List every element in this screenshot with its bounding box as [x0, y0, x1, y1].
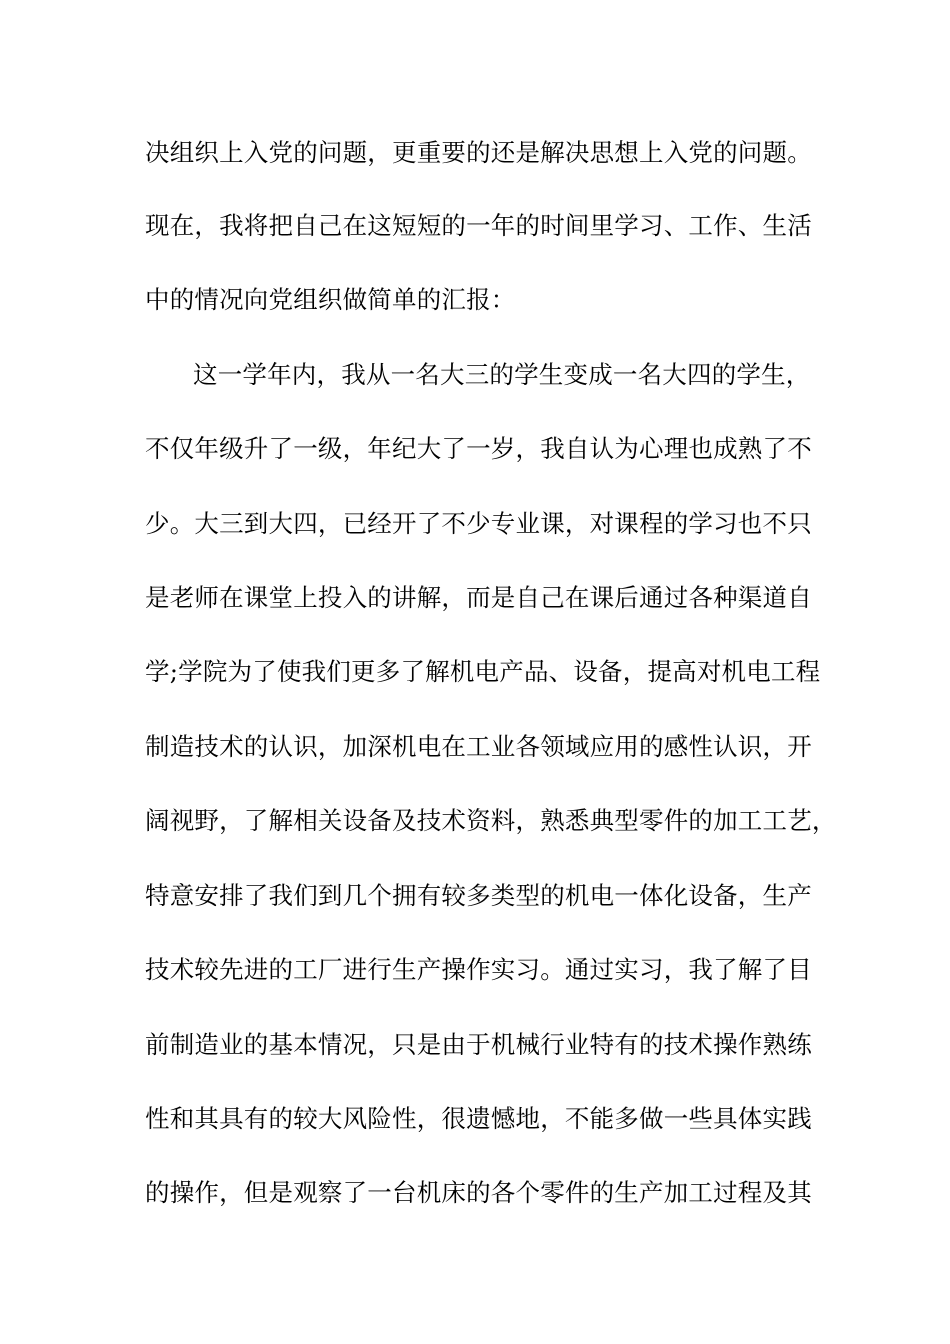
- text-line: 少。大三到大四，已经开了不少专业课，对课程的学习也不只: [145, 509, 812, 538]
- text-line: 是老师在课堂上投入的讲解，而是自己在课后通过各种渠道自: [145, 583, 812, 612]
- text-line: 性和其具有的较大风险性，很遗憾地，不能多做一些具体实践: [145, 1104, 812, 1133]
- text-line: 制造技术的认识，加深机电在工业各领域应用的感性认识，开: [145, 732, 812, 761]
- text-line: 特意安排了我们到几个拥有较多类型的机电一体化设备，生产: [145, 881, 812, 910]
- text-line: 前制造业的基本情况，只是由于机械行业特有的技术操作熟练: [145, 1030, 812, 1059]
- text-line: 不仅年级升了一级，年纪大了一岁，我自认为心理也成熟了不: [145, 434, 812, 463]
- text-line: 学;学院为了使我们更多了解机电产品、设备，提高对机电工程: [145, 657, 821, 686]
- text-line: 中的情况向党组织做简单的汇报：: [145, 285, 516, 314]
- paragraph-first-line: 这一学年内，我从一名大三的学生变成一名大四的学生，: [193, 360, 811, 389]
- text-line: 技术较先进的工厂进行生产操作实习。通过实习，我了解了目: [145, 955, 812, 984]
- text-line: 决组织上入党的问题，更重要的还是解决思想上入党的问题。: [145, 138, 812, 167]
- text-line: 的操作，但是观察了一台机床的各个零件的生产加工过程及其: [145, 1178, 812, 1207]
- text-line: 阔视野，了解相关设备及技术资料，熟悉典型零件的加工工艺，: [145, 806, 837, 835]
- text-line: 现在，我将把自己在这短短的一年的时间里学习、工作、生活: [145, 211, 812, 240]
